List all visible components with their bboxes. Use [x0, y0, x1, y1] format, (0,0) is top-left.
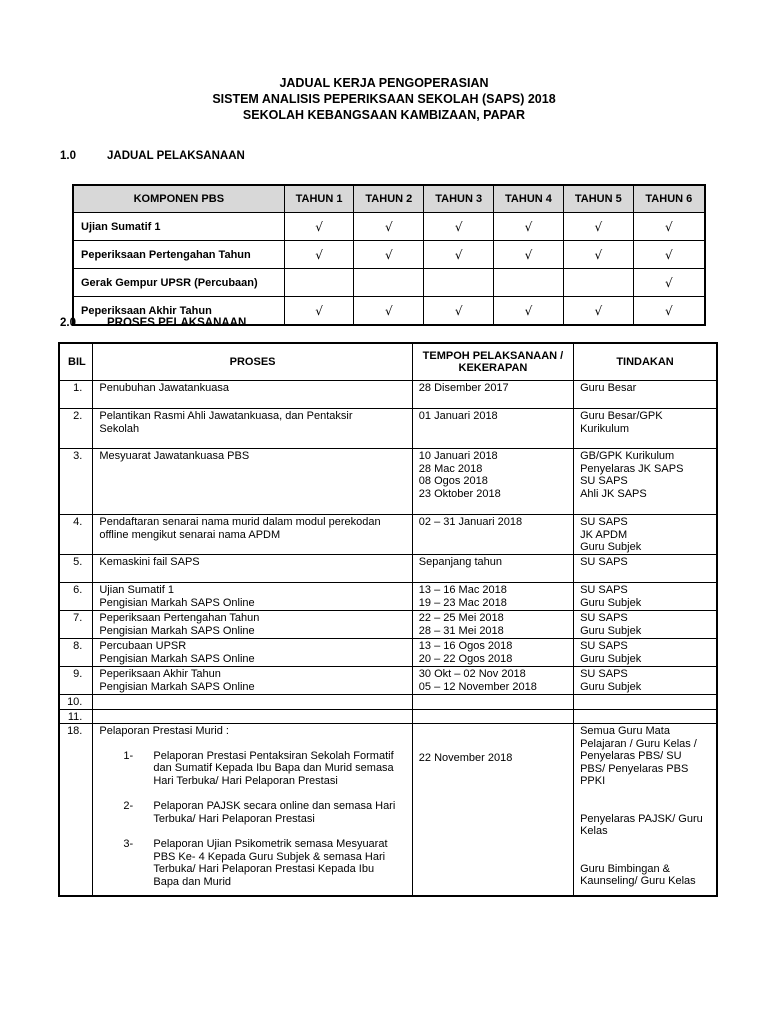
- tempoh-line: 02 – 31 Januari 2018: [418, 516, 523, 528]
- component-name: Peperiksaan Pertengahan Tahun: [73, 241, 284, 269]
- tempoh-cell: [412, 449, 573, 515]
- title-line-3: SEKOLAH KEBANGSAAN KAMBIZAAN, PAPAR: [242, 108, 526, 122]
- tindakan-line: Kurikulum: [580, 422, 629, 435]
- item-text: Pelaporan PAJSK secara online dan semasa Hari Terbuka/ Hari Pelaporan Prestasi: [153, 800, 396, 825]
- row-number: 10.: [59, 695, 93, 710]
- tahun-1-header: TAHUN 1: [284, 185, 354, 213]
- process-row: [59, 667, 717, 695]
- section-1-number: 1.0: [60, 150, 76, 162]
- proses-line: Ujian Sumatif 1: [99, 584, 174, 596]
- report-item-1: [99, 750, 405, 788]
- check-mark: √: [284, 297, 354, 326]
- tempoh-line: 10 Januari 2018: [418, 450, 498, 462]
- process-row: [59, 709, 717, 724]
- tindakan-line: SU SAPS: [580, 516, 628, 528]
- tempoh-cell: [412, 555, 573, 583]
- check-mark: [284, 269, 354, 297]
- proses-line: Pendaftaran senarai nama murid dalam modul perekodan: [99, 516, 381, 528]
- tempoh-line: 23 Oktober 2018: [418, 487, 501, 500]
- check-mark: [494, 269, 564, 297]
- process-row: [59, 515, 717, 555]
- tempoh-line: 13 – 16 Ogos 2018: [418, 640, 513, 652]
- row-number: 18.: [59, 724, 93, 897]
- check-mark: [424, 269, 494, 297]
- tempoh-cell: [412, 709, 573, 724]
- proses-line: Pengisian Markah SAPS Online: [99, 652, 255, 665]
- tindakan-line: Guru Subjek: [580, 541, 642, 553]
- title-line-2: SISTEM ANALISIS PEPERIKSAAN SEKOLAH (SAPS) 2018: [212, 92, 556, 106]
- item-text: Pelaporan Prestasi Pentaksiran Sekolah Formatif dan Sumatif Kepada Ibu Bapa dan Murid semasa Hari Terbuka/ Hari Pelaporan Prestasi: [153, 749, 394, 787]
- tindakan-block-1: Semua Guru Mata Pelajaran / Guru Kelas / Penyelaras PBS/ SU PBS/ Penyelaras PBS PPKI: [580, 725, 697, 787]
- tindakan-cell: [574, 709, 717, 724]
- tempoh-line: 28 Mac 2018: [418, 462, 483, 475]
- proses-line: Peperiksaan Pertengahan Tahun: [99, 612, 260, 624]
- tindakan-cell: [574, 667, 717, 695]
- check-mark: √: [284, 213, 354, 241]
- proses-cell: [93, 381, 412, 409]
- check-mark: √: [494, 213, 564, 241]
- row-number: 1.: [59, 381, 93, 409]
- tindakan-block-3: Guru Bimbingan & Kaunseling/ Guru Kelas: [580, 862, 696, 887]
- check-mark: √: [354, 241, 424, 269]
- process-header-row: [59, 343, 717, 381]
- tempoh-cell: [412, 724, 573, 897]
- row-number: 9.: [59, 667, 93, 695]
- tindakan-cell: [574, 515, 717, 555]
- tahun-3-header: TAHUN 3: [424, 185, 494, 213]
- component-name: Ujian Sumatif 1: [73, 213, 284, 241]
- item-number: 1-: [123, 749, 134, 762]
- tempoh-cell: [412, 409, 573, 449]
- proses-line: Penubuhan Jawatankuasa: [99, 382, 230, 394]
- proses-title: Pelaporan Prestasi Murid :: [99, 725, 229, 737]
- section-2-title: PROSES PELAKSANAAN: [107, 317, 247, 329]
- component-name: Gerak Gempur UPSR (Percubaan): [73, 269, 284, 297]
- process-row: [59, 639, 717, 667]
- schedule-row: [73, 241, 705, 269]
- check-mark: √: [633, 297, 705, 326]
- proses-cell: [93, 611, 412, 639]
- row-number: 11.: [59, 709, 93, 724]
- tempoh-line: 30 Okt – 02 Nov 2018: [418, 668, 526, 680]
- process-row: [59, 381, 717, 409]
- process-row: [59, 409, 717, 449]
- komponen-header: KOMPONEN PBS: [73, 185, 284, 213]
- tempoh-line: 19 – 23 Mac 2018: [418, 596, 507, 609]
- schedule-table: [72, 184, 706, 326]
- tindakan-line: Guru Subjek: [580, 680, 642, 693]
- tindakan-cell: [574, 611, 717, 639]
- proses-line: offline mengikut senarai nama APDM: [99, 528, 281, 541]
- tempoh-cell: [412, 611, 573, 639]
- tempoh-line: Sepanjang tahun: [418, 556, 502, 568]
- tempoh-cell: [412, 667, 573, 695]
- check-mark: [563, 269, 633, 297]
- check-mark: √: [424, 241, 494, 269]
- proses-header: PROSES: [93, 343, 412, 381]
- tindakan-line: SU SAPS: [580, 584, 628, 596]
- check-mark: √: [494, 297, 564, 326]
- tindakan-line: Guru Subjek: [580, 624, 642, 637]
- tempoh-header-line-1: TEMPOH PELAKSANAAN /: [422, 350, 564, 362]
- tindakan-line: Penyelaras JK SAPS: [580, 462, 684, 475]
- document-title: [0, 75, 768, 123]
- process-row: [59, 695, 717, 710]
- process-row: [59, 449, 717, 515]
- tempoh-line: 28 Disember 2017: [418, 382, 509, 394]
- tindakan-cell: [574, 639, 717, 667]
- tempoh-line: 05 – 12 November 2018: [418, 680, 537, 693]
- proses-line: Percubaan UPSR: [99, 640, 187, 652]
- tempoh-line: 13 – 16 Mac 2018: [418, 584, 507, 596]
- tempoh-cell: [412, 695, 573, 710]
- proses-cell: [93, 409, 412, 449]
- proses-line: Kemaskini fail SAPS: [99, 556, 200, 568]
- row-number: 5.: [59, 555, 93, 583]
- tempoh-line: 22 November 2018: [418, 752, 513, 764]
- tindakan-line: Ahli JK SAPS: [580, 487, 647, 500]
- tindakan-cell: [574, 695, 717, 710]
- tahun-4-header: TAHUN 4: [494, 185, 564, 213]
- tindakan-line: SU SAPS: [580, 475, 628, 487]
- proses-cell: [93, 555, 412, 583]
- process-row: [59, 583, 717, 611]
- section-2-number: 2.0: [60, 317, 76, 329]
- tempoh-line: 22 – 25 Mei 2018: [418, 612, 504, 624]
- tindakan-cell: [574, 583, 717, 611]
- proses-cell: [93, 639, 412, 667]
- tindakan-line: SU SAPS: [580, 612, 628, 624]
- tindakan-line: SU SAPS: [580, 668, 628, 680]
- tahun-5-header: TAHUN 5: [563, 185, 633, 213]
- item-number: 2-: [123, 800, 134, 812]
- tempoh-header-line-2: KEKERAPAN: [458, 362, 528, 374]
- tempoh-cell: [412, 639, 573, 667]
- schedule-header-row: [73, 185, 705, 213]
- tindakan-cell: [574, 449, 717, 515]
- row-number: 2.: [59, 409, 93, 449]
- process-row: [59, 611, 717, 639]
- section-1-title: JADUAL PELAKSANAAN: [107, 150, 245, 162]
- tindakan-line: GB/GPK Kurikulum: [580, 450, 675, 462]
- proses-cell: [93, 724, 412, 897]
- check-mark: √: [633, 241, 705, 269]
- check-mark: √: [354, 213, 424, 241]
- tempoh-line: 01 Januari 2018: [418, 410, 498, 422]
- tindakan-line: JK APDM: [580, 528, 628, 541]
- item-text: Pelaporan Ujian Psikometrik semasa Mesyuarat PBS Ke- 4 Kepada Guru Subjek & semasa Hari Terbuka/ Hari Pelaporan Prestasi Kepada Ibu Bapa dan Murid: [153, 838, 388, 888]
- title-line-1: JADUAL KERJA PENGOPERASIAN: [279, 76, 489, 90]
- process-row-18: [59, 724, 717, 897]
- check-mark: √: [354, 297, 424, 326]
- proses-line: Peperiksaan Akhir Tahun: [99, 668, 221, 680]
- proses-line: Sekolah: [99, 422, 140, 435]
- tahun-2-header: TAHUN 2: [354, 185, 424, 213]
- tindakan-line: Guru Besar: [580, 382, 637, 394]
- proses-line: Pengisian Markah SAPS Online: [99, 680, 255, 693]
- check-mark: √: [563, 213, 633, 241]
- tempoh-cell: [412, 515, 573, 555]
- tempoh-line: 28 – 31 Mei 2018: [418, 624, 504, 637]
- proses-line: Pelantikan Rasmi Ahli Jawatankuasa, dan Pentaksir: [99, 410, 353, 422]
- tindakan-line: Guru Subjek: [580, 652, 642, 665]
- tindakan-cell: [574, 724, 717, 897]
- tindakan-line: SU SAPS: [580, 556, 628, 568]
- check-mark: √: [563, 241, 633, 269]
- row-number: 3.: [59, 449, 93, 515]
- tindakan-line: Guru Besar/GPK: [580, 410, 663, 422]
- tempoh-line: 08 Ogos 2018: [418, 475, 488, 487]
- check-mark: [354, 269, 424, 297]
- row-number: 8.: [59, 639, 93, 667]
- row-number: 6.: [59, 583, 93, 611]
- process-row: [59, 555, 717, 583]
- proses-cell: [93, 583, 412, 611]
- row-number: 4.: [59, 515, 93, 555]
- proses-line: Mesyuarat Jawatankuasa PBS: [99, 450, 250, 462]
- proses-line: Pengisian Markah SAPS Online: [99, 624, 255, 637]
- item-number: 3-: [123, 838, 134, 850]
- schedule-row: [73, 213, 705, 241]
- tindakan-line: SU SAPS: [580, 640, 628, 652]
- check-mark: √: [424, 213, 494, 241]
- tempoh-cell: [412, 381, 573, 409]
- schedule-row: [73, 269, 705, 297]
- proses-cell: [93, 449, 412, 515]
- process-table: [58, 342, 718, 897]
- tindakan-block-2: Penyelaras PAJSK/ Guru Kelas: [580, 812, 703, 837]
- check-mark: √: [633, 213, 705, 241]
- tindakan-cell: [574, 381, 717, 409]
- check-mark: √: [424, 297, 494, 326]
- check-mark: √: [563, 297, 633, 326]
- tempoh-line: 20 – 22 Ogos 2018: [418, 652, 513, 665]
- proses-cell: [93, 667, 412, 695]
- tindakan-cell: [574, 409, 717, 449]
- tindakan-cell: [574, 555, 717, 583]
- tindakan-header: TINDAKAN: [574, 343, 717, 381]
- check-mark: √: [633, 269, 705, 297]
- report-item-2: [99, 800, 405, 825]
- check-mark: √: [494, 241, 564, 269]
- tahun-6-header: TAHUN 6: [633, 185, 705, 213]
- bil-header: BIL: [59, 343, 93, 381]
- proses-cell: [93, 515, 412, 555]
- tindakan-line: Guru Subjek: [580, 596, 642, 609]
- row-number: 7.: [59, 611, 93, 639]
- proses-cell: [93, 695, 412, 710]
- proses-cell: [93, 709, 412, 724]
- tempoh-header: [412, 343, 573, 381]
- proses-line: Pengisian Markah SAPS Online: [99, 596, 255, 609]
- tempoh-cell: [412, 583, 573, 611]
- component-name: Peperiksaan Akhir Tahun: [73, 297, 284, 326]
- report-item-3: [99, 838, 405, 888]
- check-mark: √: [284, 241, 354, 269]
